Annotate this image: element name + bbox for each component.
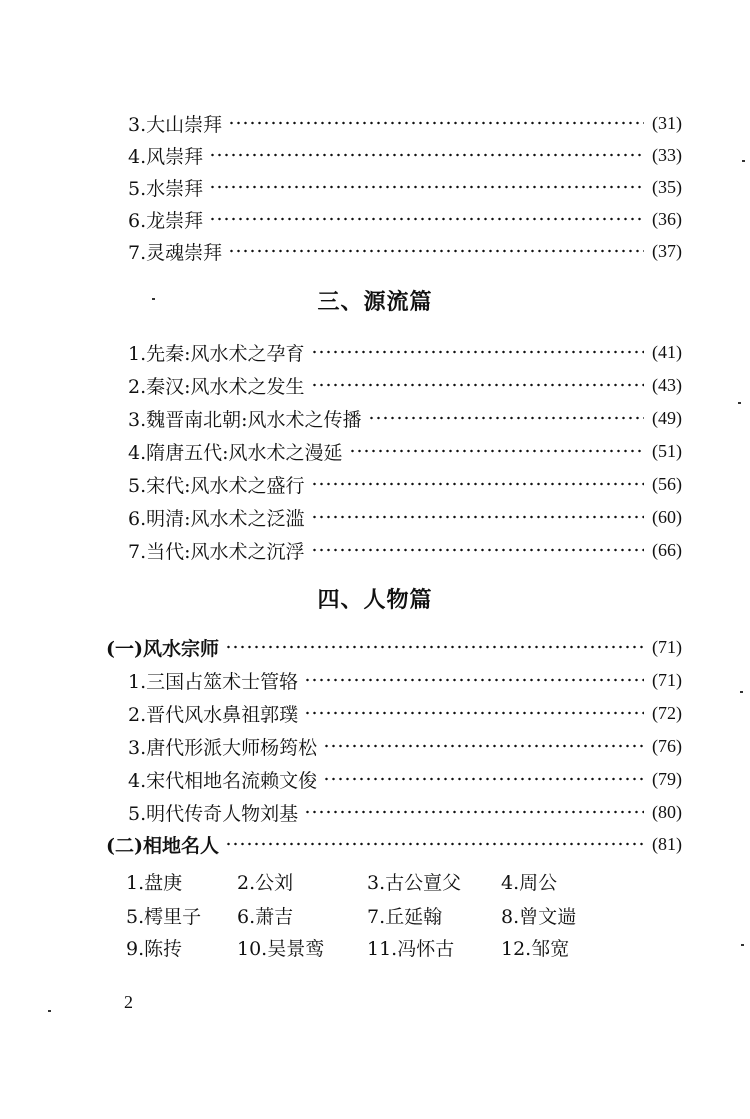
toc-entry-page: (36) <box>652 208 682 229</box>
toc-entry-page: (35) <box>652 176 682 197</box>
leader-dots <box>304 810 644 814</box>
toc-entry-page: (79) <box>652 768 682 789</box>
toc-entry-page: (31) <box>652 112 682 133</box>
toc-entry-page: (81) <box>652 833 682 854</box>
name-item: 9.陈抟 <box>126 938 183 960</box>
leader-dots <box>304 711 644 715</box>
toc-entry-page: (80) <box>652 801 682 822</box>
toc-entry-page: (37) <box>652 240 682 261</box>
toc-entry <box>128 337 682 367</box>
toc-entry <box>128 797 682 827</box>
toc-entry-page: (71) <box>652 636 682 657</box>
leader-dots <box>311 350 644 354</box>
toc-entry-title: 5.宋代:风水术之盛行 <box>128 474 305 497</box>
leader-dots <box>368 416 644 420</box>
name-item: 3.古公亶父 <box>367 872 462 894</box>
toc-entry-page: (33) <box>652 144 682 165</box>
toc-group-title: (一)风水宗师 <box>106 637 219 660</box>
leader-dots <box>225 645 644 649</box>
toc-entry-page: (56) <box>652 473 682 494</box>
toc-entry <box>128 204 682 234</box>
leader-dots <box>228 121 644 125</box>
leader-dots <box>323 744 644 748</box>
section-heading: 三、源流篇 <box>317 289 433 315</box>
name-item: 5.樗里子 <box>126 906 202 928</box>
scan-speck <box>152 298 155 300</box>
leader-dots <box>311 548 644 552</box>
leader-dots <box>209 153 644 157</box>
leader-dots <box>304 678 644 682</box>
toc-entry-title: 3.大山崇拜 <box>128 113 223 136</box>
toc-entry-title: 7.当代:风水术之沉浮 <box>128 540 305 563</box>
leader-dots <box>225 842 644 846</box>
toc-entry-page: (76) <box>652 735 682 756</box>
scan-speck <box>740 691 743 693</box>
toc-group-entry <box>106 632 682 662</box>
name-item: 6.萧吉 <box>237 906 294 928</box>
toc-entry-page: (41) <box>652 341 682 362</box>
toc-entry-title: 3.唐代形派大师杨筠松 <box>128 736 318 759</box>
toc-entry <box>128 665 682 695</box>
name-item: 10.吴景鸾 <box>237 938 325 960</box>
toc-entry <box>128 764 682 794</box>
name-item: 12.邹宽 <box>501 938 570 960</box>
leader-dots <box>209 217 644 221</box>
name-item: 8.曾文遄 <box>501 906 577 928</box>
toc-entry-title: 4.隋唐五代:风水术之漫延 <box>128 441 343 464</box>
toc-entry-title: 4.宋代相地名流赖文俊 <box>128 769 318 792</box>
toc-entry-title: 1.先秦:风水术之孕育 <box>128 342 305 365</box>
page-number: 2 <box>124 992 133 1012</box>
toc-entry <box>128 535 682 565</box>
toc-entry <box>128 236 682 266</box>
toc-entry-title: 5.水崇拜 <box>128 177 204 200</box>
toc-entry <box>128 502 682 532</box>
toc-entry-title: 6.龙崇拜 <box>128 209 204 232</box>
name-item: 7.丘延翰 <box>367 906 443 928</box>
toc-entry-page: (71) <box>652 669 682 690</box>
name-item: 4.周公 <box>501 872 558 894</box>
leader-dots <box>311 515 644 519</box>
toc-entry-title: 5.明代传奇人物刘基 <box>128 802 299 825</box>
toc-entry <box>128 403 682 433</box>
toc-entry-title: 2.秦汉:风水术之发生 <box>128 375 305 398</box>
scan-speck <box>742 160 745 162</box>
toc-entry <box>128 108 682 138</box>
toc-entry-title: 7.灵魂崇拜 <box>128 241 223 264</box>
name-item: 2.公刘 <box>237 872 294 894</box>
leader-dots <box>349 449 644 453</box>
toc-entry-title: 6.明清:风水术之泛滥 <box>128 507 305 530</box>
toc-entry-title: 3.魏晋南北朝:风水术之传播 <box>128 408 362 431</box>
toc-entry-page: (49) <box>652 407 682 428</box>
toc-entry-page: (72) <box>652 702 682 723</box>
name-item: 11.冯怀古 <box>367 938 455 960</box>
scan-speck <box>738 402 741 404</box>
toc-group-title: (二)相地名人 <box>106 834 219 857</box>
leader-dots <box>311 383 644 387</box>
toc-entry <box>128 370 682 400</box>
section-heading: 四、人物篇 <box>317 587 433 613</box>
toc-entry <box>128 140 682 170</box>
toc-entry-page: (66) <box>652 539 682 560</box>
leader-dots <box>311 482 644 486</box>
toc-entry-title: 1.三国占筮术士管辂 <box>128 670 299 693</box>
leader-dots <box>228 249 644 253</box>
toc-entry <box>128 731 682 761</box>
toc-entry-page: (43) <box>652 374 682 395</box>
toc-entry <box>128 469 682 499</box>
leader-dots <box>209 185 644 189</box>
toc-entry-page: (51) <box>652 440 682 461</box>
toc-entry-title: 2.晋代风水鼻祖郭璞 <box>128 703 299 726</box>
toc-entry <box>128 436 682 466</box>
toc-entry <box>128 172 682 202</box>
toc-entry-page: (60) <box>652 506 682 527</box>
toc-group-entry <box>106 829 682 859</box>
scan-speck <box>48 1010 51 1012</box>
scan-speck <box>741 944 744 946</box>
toc-entry <box>128 698 682 728</box>
toc-entry-title: 4.风崇拜 <box>128 145 204 168</box>
leader-dots <box>323 777 644 781</box>
name-item: 1.盘庚 <box>126 872 183 894</box>
